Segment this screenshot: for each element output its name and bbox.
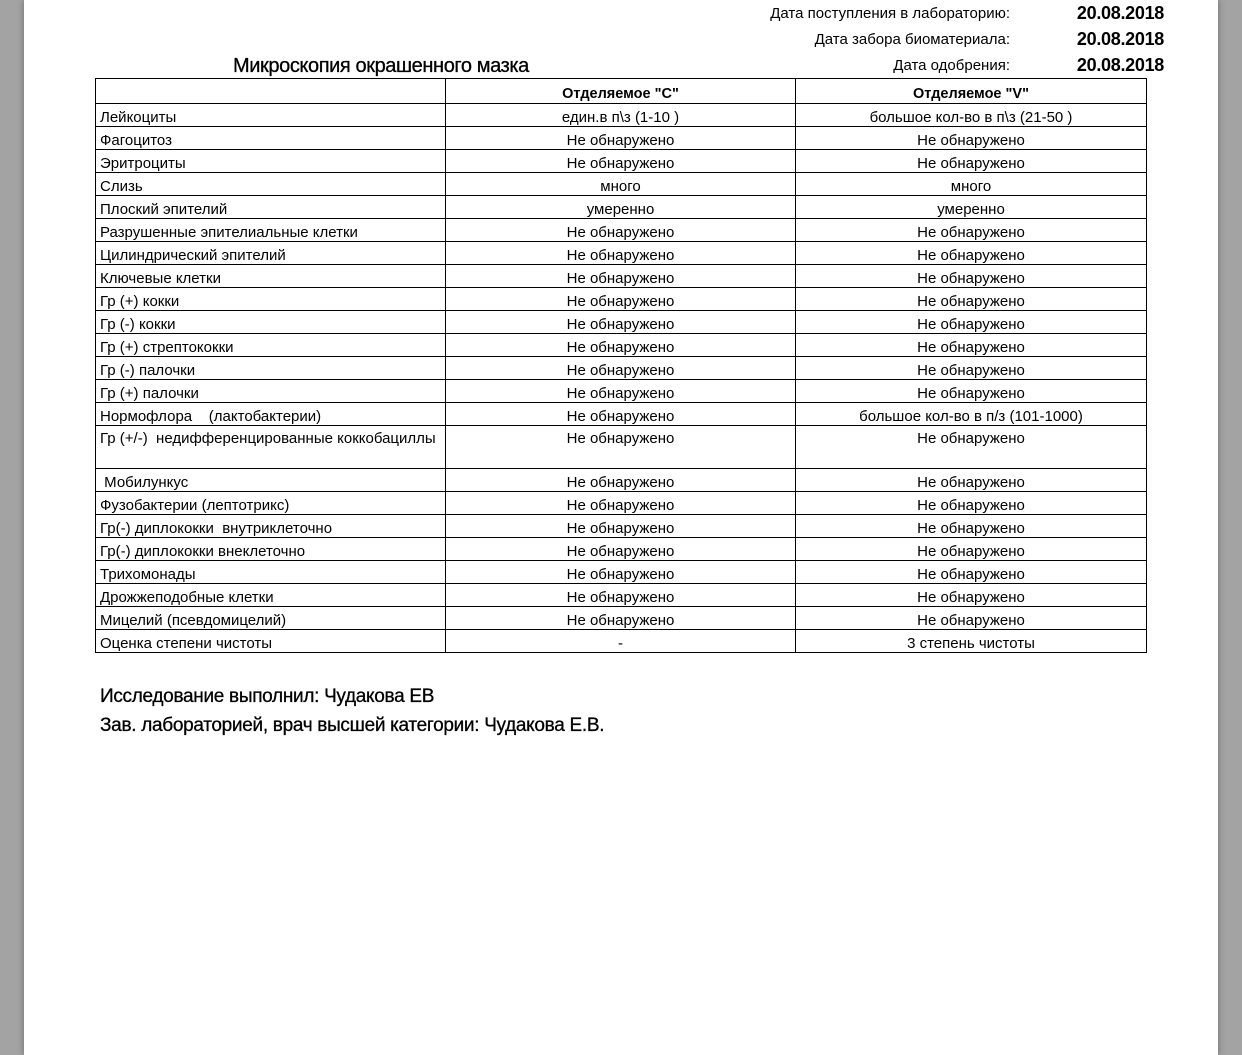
row-value-c: умеренно — [446, 196, 796, 219]
table-row — [96, 104, 1147, 127]
table-row — [96, 607, 1147, 630]
row-value-c: Не обнаружено — [446, 219, 796, 242]
row-name: Мобилункус — [96, 469, 446, 492]
header-name — [96, 79, 446, 104]
results-table — [95, 78, 1147, 653]
row-value-v: Не обнаружено — [796, 219, 1147, 242]
row-value-v: большое кол-во в п/з (101-1000) — [796, 403, 1147, 426]
row-value-v: Не обнаружено — [796, 607, 1147, 630]
row-value-v: большое кол-во в п\з (21-50 ) — [796, 104, 1147, 127]
row-value-c: един.в п\з (1-10 ) — [446, 104, 796, 127]
row-value-c: Не обнаружено — [446, 380, 796, 403]
meta-collected-label: Дата забора биоматериала: — [814, 30, 1010, 48]
table-row — [96, 219, 1147, 242]
row-value-c: Не обнаружено — [446, 127, 796, 150]
table-row — [96, 357, 1147, 380]
performed-by: Исследование выполнил: Чудакова ЕВ — [100, 686, 435, 707]
table-row — [96, 380, 1147, 403]
row-value-c: Не обнаружено — [446, 607, 796, 630]
table-row — [96, 242, 1147, 265]
meta-approved — [24, 52, 1164, 78]
row-value-c: Не обнаружено — [446, 561, 796, 584]
row-name: Эритроциты — [96, 150, 446, 173]
meta-received — [24, 0, 1164, 26]
lab-head: Зав. лабораторией, врач высшей категории: Чудакова Е.В. — [100, 715, 605, 736]
table-row — [96, 173, 1147, 196]
row-name: Нормофлора (лактобактерии) — [96, 403, 446, 426]
row-value-v: Не обнаружено — [796, 538, 1147, 561]
row-name: Гр (+) кокки — [96, 288, 446, 311]
row-value-c: Не обнаружено — [446, 538, 796, 561]
row-name: Фагоцитоз — [96, 127, 446, 150]
meta-collected — [24, 26, 1164, 52]
row-value-c: - — [446, 630, 796, 653]
table-row — [96, 492, 1147, 515]
row-name: Гр (-) палочки — [96, 357, 446, 380]
row-value-c: Не обнаружено — [446, 150, 796, 173]
row-name: Разрушенные эпителиальные клетки — [96, 219, 446, 242]
table-row — [96, 127, 1147, 150]
row-name: Оценка степени чистоты — [96, 630, 446, 653]
row-name: Гр (-) кокки — [96, 311, 446, 334]
row-name: Трихомонады — [96, 561, 446, 584]
row-value-v: Не обнаружено — [796, 584, 1147, 607]
row-name: Гр(-) диплококки внутриклеточно — [96, 515, 446, 538]
table-row — [96, 469, 1147, 492]
row-value-c: много — [446, 173, 796, 196]
row-name: Лейкоциты — [96, 104, 446, 127]
row-value-c: Не обнаружено — [446, 357, 796, 380]
table-row — [96, 265, 1147, 288]
row-name: Гр(-) диплококки внеклеточно — [96, 538, 446, 561]
table-row — [96, 515, 1147, 538]
row-value-v: Не обнаружено — [796, 127, 1147, 150]
table-row — [96, 538, 1147, 561]
row-value-v: Не обнаружено — [796, 380, 1147, 403]
row-name: Гр (+) палочки — [96, 380, 446, 403]
table-row — [96, 311, 1147, 334]
row-value-v: много — [796, 173, 1147, 196]
row-value-v: Не обнаружено — [796, 311, 1147, 334]
row-name: Дрожжеподобные клетки — [96, 584, 446, 607]
row-value-c: Не обнаружено — [446, 403, 796, 426]
row-value-c: Не обнаружено — [446, 492, 796, 515]
row-value-v: Не обнаружено — [796, 426, 1147, 469]
row-value-v: Не обнаружено — [796, 357, 1147, 380]
document-page — [24, 0, 1218, 1055]
table-row — [96, 403, 1147, 426]
table-row — [96, 288, 1147, 311]
table-row — [96, 426, 1147, 469]
table-row — [96, 334, 1147, 357]
row-value-v: Не обнаружено — [796, 469, 1147, 492]
table-row — [96, 150, 1147, 173]
row-value-c: Не обнаружено — [446, 584, 796, 607]
row-value-v: Не обнаружено — [796, 288, 1147, 311]
row-name: Гр (+) стрептококки — [96, 334, 446, 357]
row-name: Мицелий (псевдомицелий) — [96, 607, 446, 630]
table-row — [96, 584, 1147, 607]
table-row — [96, 630, 1147, 653]
row-value-c: Не обнаружено — [446, 334, 796, 357]
row-value-c: Не обнаружено — [446, 265, 796, 288]
row-name: Цилиндрический эпителий — [96, 242, 446, 265]
meta-received-value: 20.08.2018 — [1076, 2, 1164, 23]
row-value-v: Не обнаружено — [796, 561, 1147, 584]
row-value-v: Не обнаружено — [796, 265, 1147, 288]
meta-received-label: Дата поступления в лабораторию: — [770, 4, 1010, 22]
header-sample-c: Отделяемое "С" — [446, 79, 796, 104]
row-value-v: умеренно — [796, 196, 1147, 219]
row-value-c: Не обнаружено — [446, 469, 796, 492]
row-value-v: 3 степень чистоты — [796, 630, 1147, 653]
row-value-c: Не обнаружено — [446, 288, 796, 311]
row-name: Гр (+/-) недифференцированные коккобациллы — [96, 426, 446, 469]
row-value-c: Не обнаружено — [446, 311, 796, 334]
row-value-v: Не обнаружено — [796, 242, 1147, 265]
row-value-v: Не обнаружено — [796, 334, 1147, 357]
meta-approved-label: Дата одобрения: — [893, 56, 1010, 74]
row-name: Ключевые клетки — [96, 265, 446, 288]
meta-approved-value: 20.08.2018 — [1076, 54, 1164, 75]
document-title: Микроскопия окрашенного мазка — [233, 55, 529, 77]
table-row — [96, 561, 1147, 584]
row-value-v: Не обнаружено — [796, 150, 1147, 173]
row-value-v: Не обнаружено — [796, 492, 1147, 515]
row-name: Слизь — [96, 173, 446, 196]
row-value-v: Не обнаружено — [796, 515, 1147, 538]
row-value-c: Не обнаружено — [446, 426, 796, 469]
meta-collected-value: 20.08.2018 — [1076, 28, 1164, 49]
header-sample-v: Отделяемое "V" — [796, 79, 1147, 104]
row-name: Фузобактерии (лептотрикс) — [96, 492, 446, 515]
table-header-row — [96, 79, 1147, 104]
row-value-c: Не обнаружено — [446, 515, 796, 538]
row-value-c: Не обнаружено — [446, 242, 796, 265]
table-row — [96, 196, 1147, 219]
row-name: Плоский эпителий — [96, 196, 446, 219]
